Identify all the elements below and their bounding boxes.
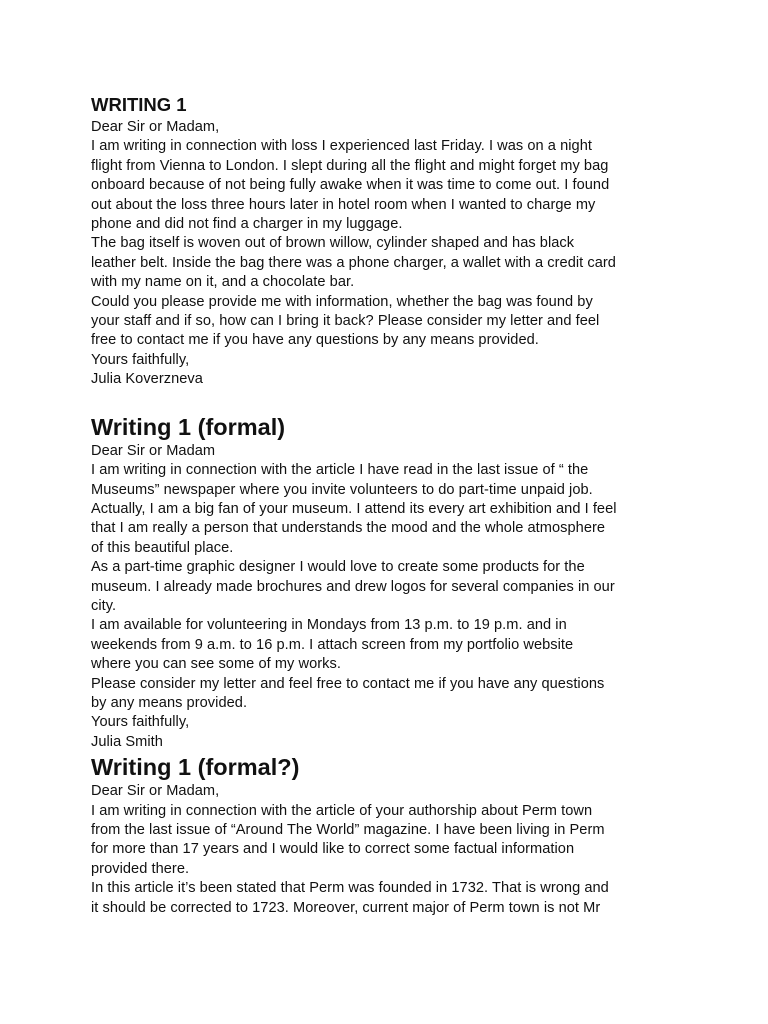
text-line: As a part-time graphic designer I would love to create some products for the <box>91 559 585 576</box>
text-line: I am available for volunteering in Mondays from 13 p.m. to 19 p.m. and in <box>91 617 567 634</box>
text-line: I am writing in connection with the article I have read in the last issue of “ the <box>91 462 589 479</box>
text-line: Dear Sir or Madam, <box>91 783 220 800</box>
text-line: museum. I already made brochures and drew logos for several companies in our <box>91 578 615 595</box>
section-heading: WRITING 1 <box>91 94 187 115</box>
text-line: onboard because of not being fully awake when it was time to come out. I found <box>91 177 610 194</box>
section-heading: Writing 1 (formal) <box>91 413 286 440</box>
text-line: I am writing in connection with the article of your authorship about Perm town <box>91 802 593 819</box>
text-line: Museums” newspaper where you invite volunteers to do part-time unpaid job. <box>91 481 593 498</box>
section-spacer <box>91 390 691 412</box>
text-line: Yours faithfully, <box>91 714 190 731</box>
text-line: I am writing in connection with loss I experienced last Friday. I was on a night <box>91 138 592 155</box>
document-page <box>91 92 691 918</box>
section-lost-bag-letter <box>91 92 691 390</box>
text-line: leather belt. Inside the bag there was a phone charger, a wallet with a credit card <box>91 254 616 271</box>
text-line: Yours faithfully, <box>91 351 190 368</box>
text-line: that I am really a person that understands the mood and the whole atmosphere <box>91 520 606 537</box>
text-line: of this beautiful place. <box>91 539 234 556</box>
text-line: Dear Sir or Madam <box>91 442 216 459</box>
text-line: out about the loss three hours later in hotel room when I wanted to charge my <box>91 196 596 213</box>
text-line: In this article it’s been stated that Perm was founded in 1732. That is wrong and <box>91 880 609 897</box>
text-line: provided there. <box>91 860 190 877</box>
text-line: flight from Vienna to London. I slept during all the flight and might forget my bag <box>91 157 609 174</box>
text-line: with my name on it, and a chocolate bar. <box>91 274 355 291</box>
signature-line: Julia Koverzneva <box>91 371 203 388</box>
text-line: Dear Sir or Madam, <box>91 119 220 135</box>
text-line: Could you please provide me with information, whether the bag was found by <box>91 293 593 310</box>
text-line: by any means provided. <box>91 694 248 711</box>
text-line: city. <box>91 597 117 614</box>
text-line: from the last issue of “Around The World” magazine. I have been living in Perm <box>91 822 605 838</box>
text-line: Please consider my letter and feel free to contact me if you have any questions <box>91 675 605 692</box>
signature-line: Julia Smith <box>91 733 163 750</box>
text-line: The bag itself is woven out of brown willow, cylinder shaped and has black <box>91 235 575 252</box>
text-line: phone and did not find a charger in my luggage. <box>91 216 403 233</box>
text-line: Actually, I am a big fan of your museum. I attend its every art exhibition and I feel <box>91 500 617 517</box>
text-line: where you can see some of my works. <box>91 656 341 673</box>
section-perm-letter <box>91 752 691 918</box>
text-line: for more than 17 years and I would like to correct some factual information <box>91 841 575 858</box>
text-line: free to contact me if you have any questions by any means provided. <box>91 332 539 349</box>
text-line: it should be corrected to 1723. Moreover, current major of Perm town is not Mr <box>91 899 601 916</box>
text-line: weekends from 9 a.m. to 16 p.m. I attach screen from my portfolio website <box>91 636 574 653</box>
section-museum-letter <box>91 412 691 753</box>
text-line: your staff and if so, how can I bring it back? Please consider my letter and feel <box>91 313 600 330</box>
section-heading: Writing 1 (formal?) <box>91 754 300 781</box>
